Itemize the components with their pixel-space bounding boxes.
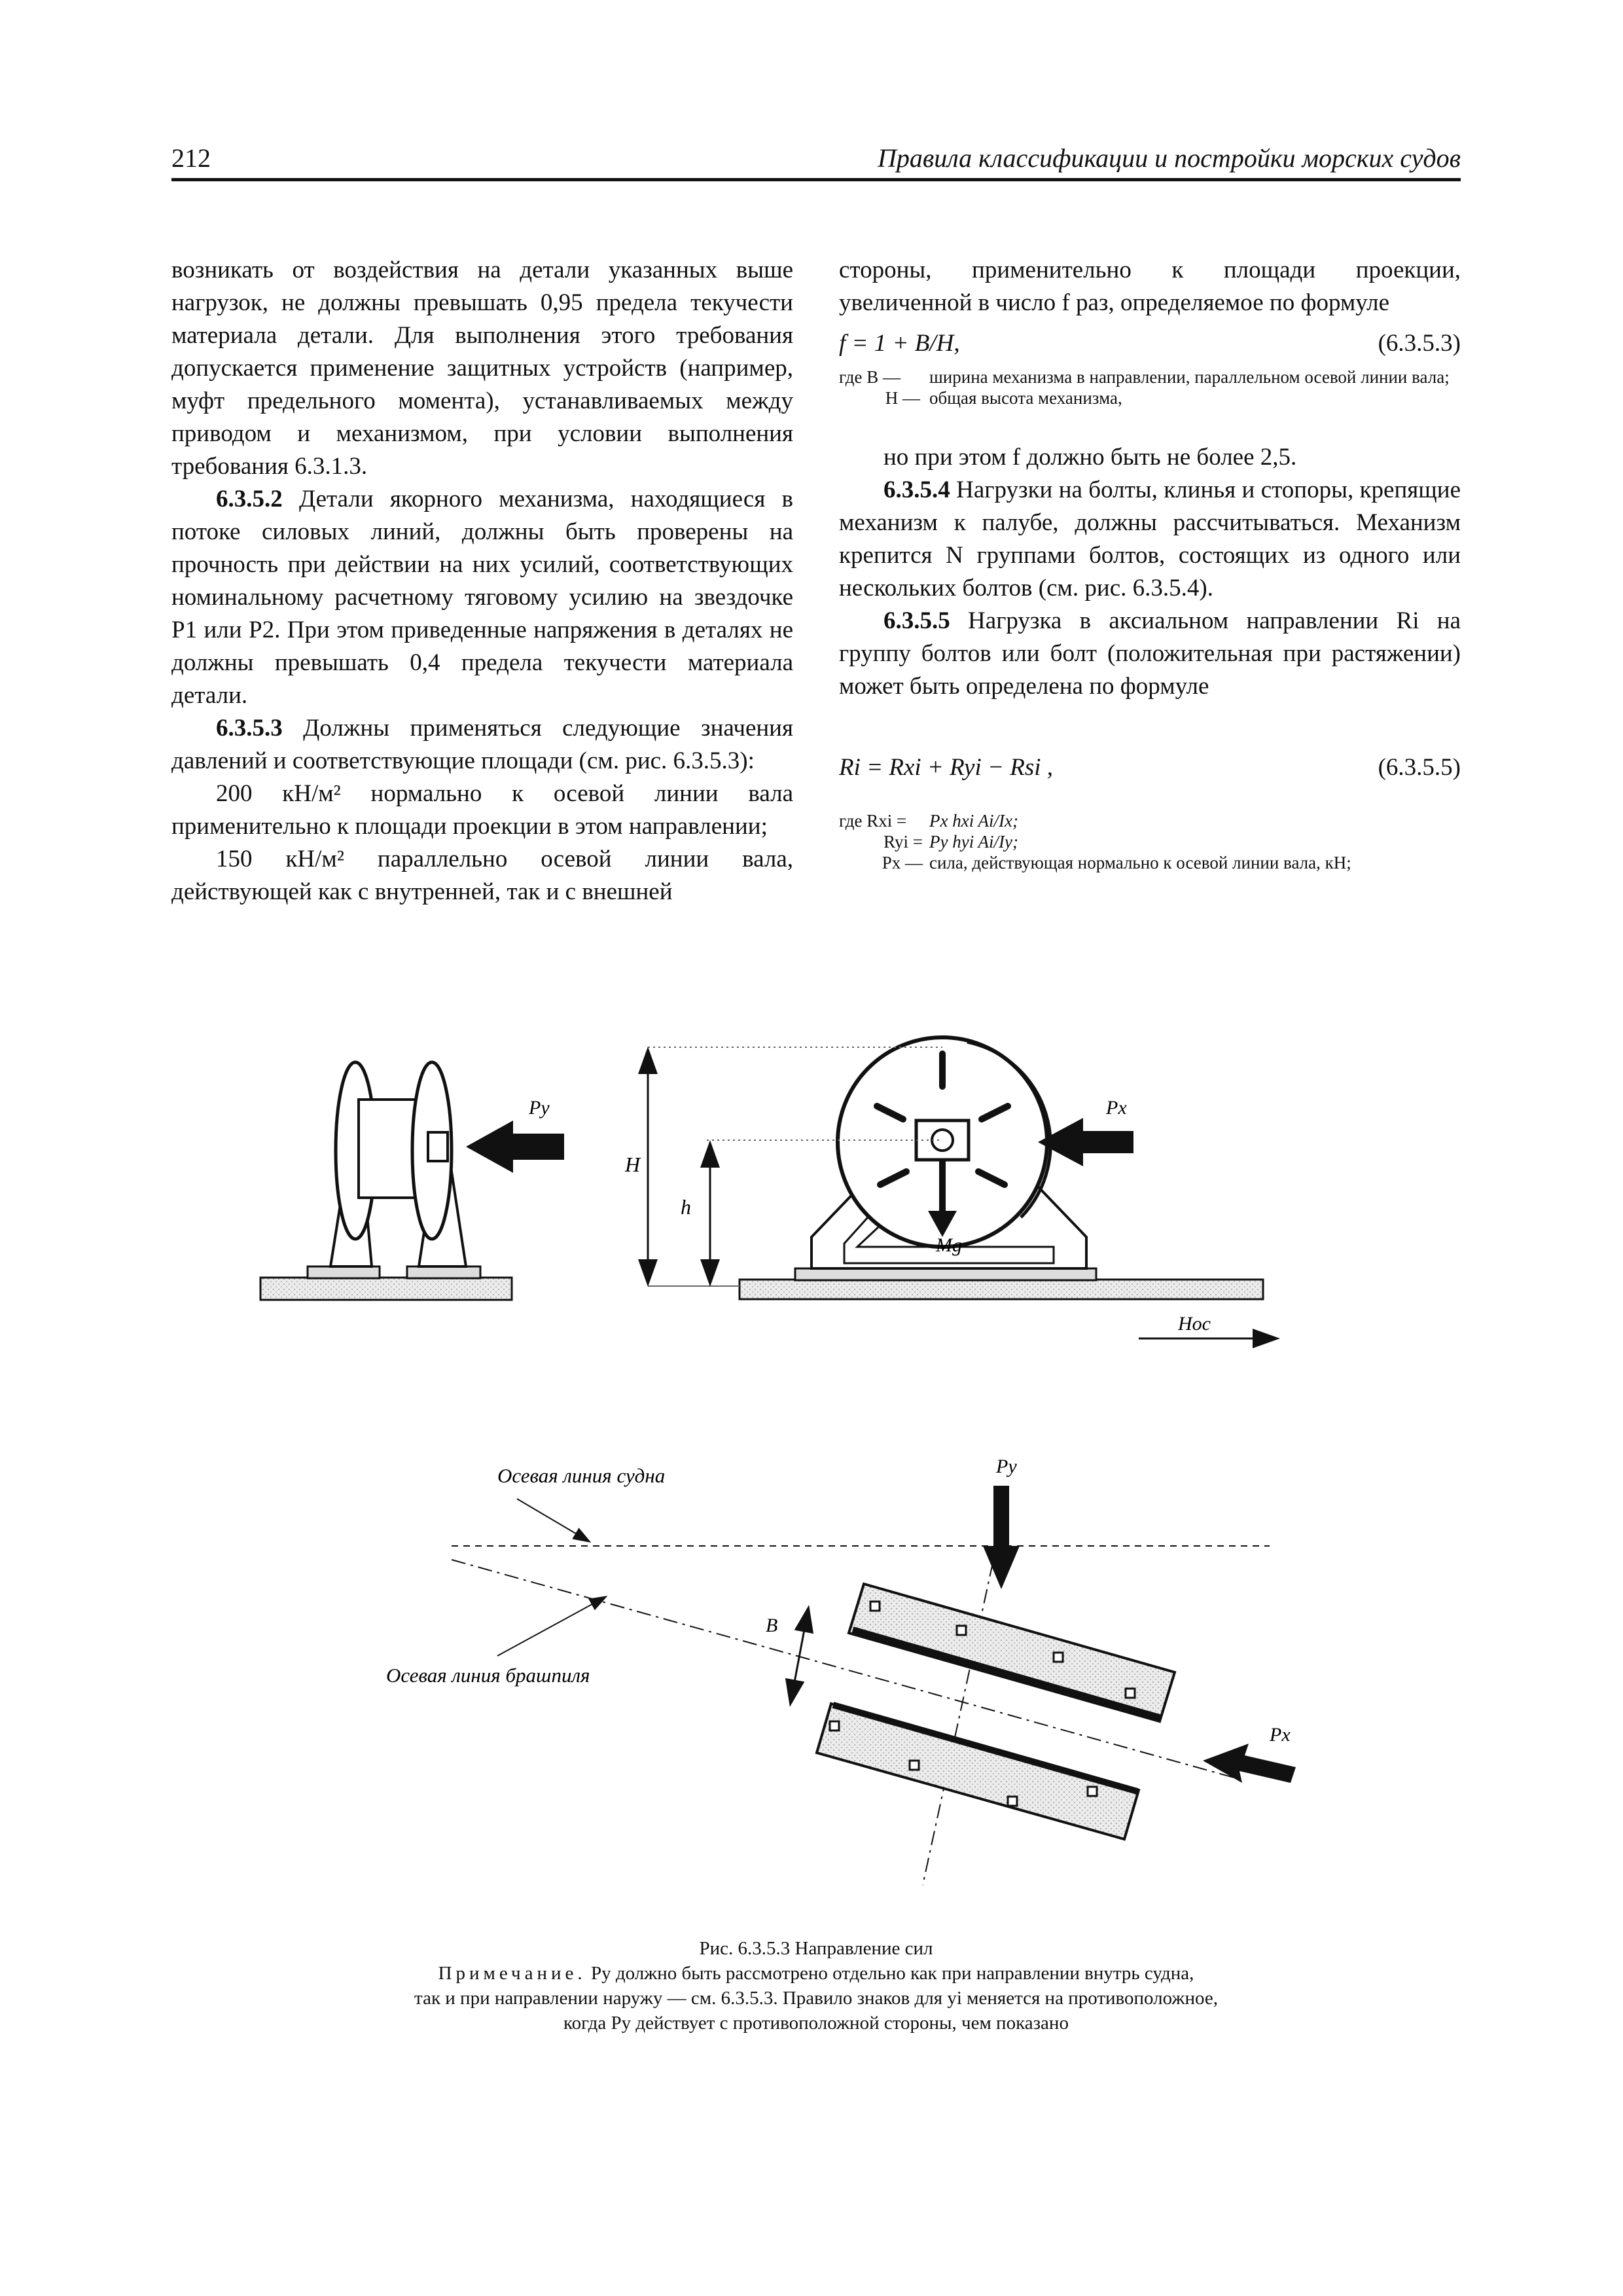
leader-windlass-axis <box>497 1597 605 1656</box>
foundation-block-lower <box>817 1704 1139 1839</box>
caption-note-lead: Примечание. <box>438 1963 586 1984</box>
right-paragraph-3-text: Нагрузки на болты, клинья и стопоры, крепящие механизм к палубе, должны рассчитываться. Механизм крепится N группами болтов, состоящих из одного или нескольких болтов (см. рис. 6.3.5.4). <box>839 476 1461 601</box>
figure-caption <box>171 1936 1461 2036</box>
label-H: H <box>625 1153 641 1176</box>
deck-plate-left <box>260 1278 512 1300</box>
legend-key-Px: Px — <box>882 853 923 872</box>
page-number: 212 <box>171 143 211 173</box>
label-B: B <box>766 1615 778 1636</box>
legend-value-B: ширина механизма в направлении, параллельном осевой линии вала; <box>929 367 1450 387</box>
left-paragraph-4: 200 кН/м² нормально к осевой линии вала применительно к площади проекции в этом направлении; <box>171 780 793 840</box>
right-paragraph-4-text: Нагрузка в аксиальном направлении Ri на группу болтов или болт (положительная при растяжении) может быть определена по формуле <box>839 607 1461 700</box>
equation-number-6-3-5-5: (6.3.5.5) <box>1378 754 1461 781</box>
caption-note-line-1 <box>171 1961 1461 1986</box>
equation-number-6-3-5-3: (6.3.5.3) <box>1378 330 1461 357</box>
label-px-bottom: Px <box>1270 1724 1291 1746</box>
legend-key-Ryi: Ryi = <box>883 832 923 852</box>
foundation-pad-2 <box>407 1266 480 1278</box>
base-frame <box>795 1268 1096 1280</box>
left-paragraph-2-text: Детали якорного механизма, находящиеся в потоке силовых линий, должны быть проверены на прочность при действии на них усилий, соответствующих номинальному расчетному тяговому усилию на звездочке P1 или P2. При этом приведенные напряжения в деталях не должны превышать 0,4 предела текучести материала детали. <box>171 486 794 709</box>
dimension-B <box>791 1609 808 1703</box>
label-h: h <box>681 1195 691 1219</box>
legend-value-Px: сила, действующая нормально к осевой линии вала, кН; <box>929 853 1351 872</box>
legend-key-H: H — <box>885 388 920 408</box>
force-arrow-px-front <box>1038 1118 1133 1166</box>
section-number-6-3-5-2: 6.3.5.2 <box>216 486 283 512</box>
right-paragraph-2: но при этом f должно быть не более 2,5. <box>883 444 1297 471</box>
label-windlass-axis: Осевая линия брашпиля <box>386 1664 590 1687</box>
label-nos: Нос <box>1178 1313 1211 1335</box>
deck-plate-right <box>740 1280 1263 1299</box>
force-arrow-py-plan <box>983 1486 1020 1589</box>
leader-ship-axis <box>517 1499 589 1541</box>
label-ship-axis: Осевая линия судна <box>497 1464 666 1487</box>
caption-note-text-1: Py должно быть рассмотрено отдельно как при направлении внутрь судна, <box>590 1963 1194 1984</box>
section-number-6-3-5-3: 6.3.5.3 <box>216 715 283 742</box>
label-mg: Mg <box>936 1234 962 1256</box>
legend-key-Rxi: где Rxi = <box>839 811 907 831</box>
force-arrow-py-side <box>466 1121 564 1173</box>
caption-title: Рис. 6.3.5.3 Направление сил <box>699 1938 933 1959</box>
legend-value-Ryi: Py hyi Ai/Iy; <box>929 832 1018 852</box>
legend-value-Rxi: Px hxi Ai/Ix; <box>929 811 1018 831</box>
shaft-end <box>428 1132 448 1161</box>
label-py-bottom: Py <box>996 1456 1017 1477</box>
caption-note-line-2: так и при направлении наружу — см. 6.3.5.3. Правило знаков для yi меняется на противоположное, <box>414 1988 1218 2009</box>
equation-Ri-formula: Ri = Rxi + Ryi − Rsi , <box>839 754 1054 781</box>
force-arrow-px-plan <box>1203 1744 1296 1783</box>
left-paragraph-5: 150 кН/м² параллельно осевой линии вала, действующей как с внутренней, так и с внешней <box>171 846 793 905</box>
foundation-pad-1 <box>308 1266 380 1278</box>
running-title: Правила классификации и постройки морских судов <box>877 143 1461 173</box>
section-number-6-3-5-4: 6.3.5.4 <box>883 476 950 503</box>
left-paragraph-3-text: Должны применяться следующие значения давлений и соответствующие площади (см. рис. 6.3.5.3): <box>171 715 793 774</box>
right-paragraph-1: стороны, применительно к площади проекции, увеличенной в число f раз, определяемое по формуле <box>839 257 1461 316</box>
label-px-top: Px <box>1106 1097 1127 1119</box>
equation-f-formula: f = 1 + B/H, <box>839 330 960 357</box>
foundation-block-upper <box>849 1584 1175 1721</box>
legend-value-H: общая высота механизма, <box>929 388 1122 408</box>
legend-key-B: где B — <box>839 367 901 387</box>
windlass-side-view <box>260 1062 564 1300</box>
caption-note-line-3: когда Py действует с противоположной стороны, чем показано <box>563 2013 1069 2034</box>
windlass-plan-view <box>386 1456 1296 1885</box>
left-paragraph-1: возникать от воздействия на детали указанных выше нагрузок, не должны превышать 0,95 предела текучести материала детали. Для выполнения этого требования допускается применение защитных устройств (например, муфт предельного момента), устанавливаемых между приводом и механизмом, при условии выполнения требования 6.3.1.3. <box>171 257 793 480</box>
section-number-6-3-5-5: 6.3.5.5 <box>883 607 950 634</box>
label-py-top: Py <box>529 1097 550 1119</box>
windlass-front-view <box>624 1037 1276 1338</box>
